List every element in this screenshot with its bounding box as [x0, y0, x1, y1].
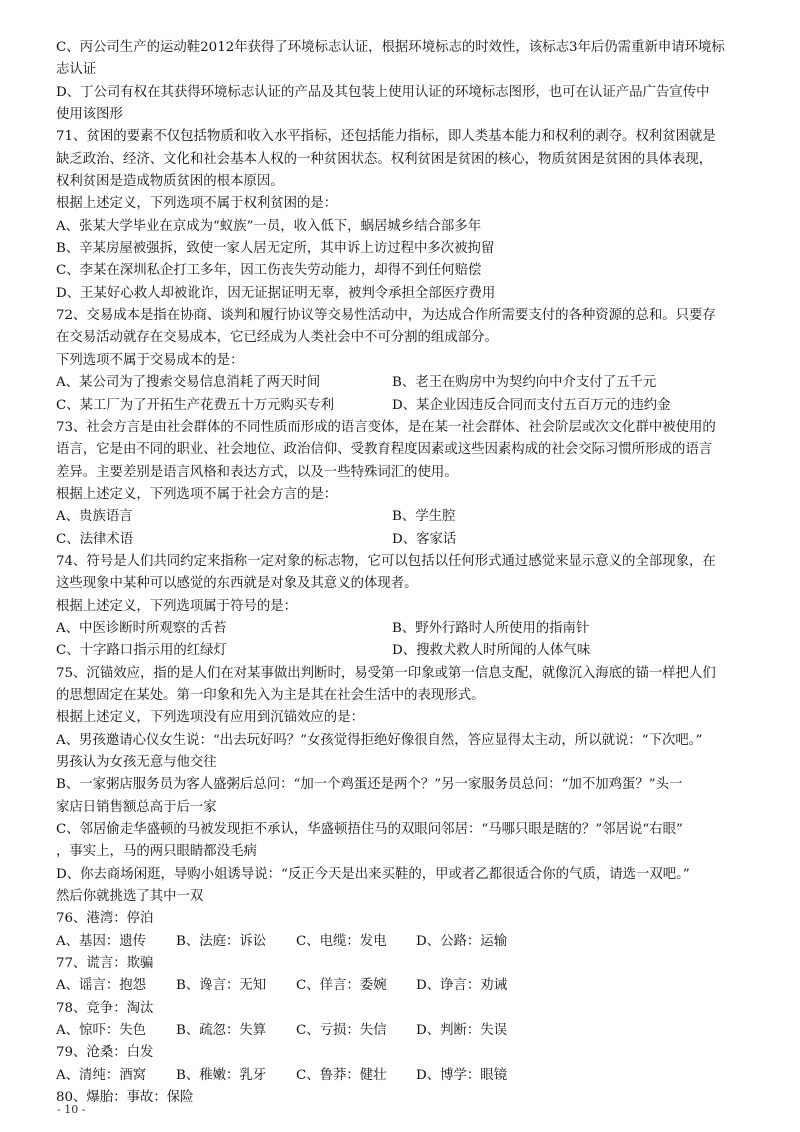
option-item: B、疏忽：失算 — [176, 1023, 267, 1039]
text-line: 在交易活动就存在交易成本，它已经成为人类社会中不可分割的组成部分。 — [56, 330, 498, 346]
option-row — [56, 506, 756, 528]
text-line: 根据上述定义，下列选项属于符号的是： — [56, 598, 298, 614]
text-line: 80、爆胎：事故：保险 — [56, 1090, 194, 1106]
option-item: A、谣言：抱怨 — [56, 978, 147, 994]
text-line: 使用该图形 — [56, 107, 123, 123]
text-line: B、辛某房屋被强拆，致使一家人居无定所，其申诉上访过程中多次被拘留 — [56, 241, 495, 257]
option-item: D、某企业因违反合同而支付五百万元的违约金 — [392, 397, 671, 413]
text-line: 75、沉锚效应，指的是人们在对某事做出判断时，易受第一印象或第一信息支配，就像沉入海底的锚一样把人们 — [56, 665, 716, 681]
text-line: 根据上述定义，下列选项不属于权利贫困的是： — [56, 196, 338, 212]
option-row — [56, 618, 756, 640]
option-item: A、贵族语言 — [56, 509, 133, 525]
text-line: 差异。主要差别是语言风格和表达方式，以及一些特殊词汇的使用。 — [56, 464, 458, 480]
text-line: 男孩认为女孩无意与他交往 — [56, 755, 217, 770]
option-item: A、中医诊断时所观察的舌苔 — [56, 620, 227, 636]
option-item: A、惊吓：失色 — [56, 1023, 147, 1039]
option-item: C、鲁莽：健壮 — [296, 1067, 387, 1083]
option-item: A、某公司为了搜索交易信息消耗了两天时间 — [56, 375, 321, 391]
text-line: 权利贫困是造成物质贫困的根本原因。 — [56, 174, 284, 190]
option-item: B、学生腔 — [392, 509, 456, 525]
text-line: 缺乏政治、经济、文化和社会基本人权的一种贫困状态。权利贫困是贫困的核心，物质贫困是贫困的具体表现， — [56, 151, 713, 167]
option-item: A、清纯：酒窝 — [56, 1067, 147, 1083]
option-item: D、客家话 — [392, 531, 457, 547]
text-line: 志认证 — [56, 62, 97, 78]
text-line: A、男孩邀请心仪女生说：“出去玩好吗？”女孩觉得拒绝好像很自然，答应显得太主动，所以就说：“下次吧。” — [56, 732, 703, 748]
text-line: 家店日销售额总高于后一家 — [56, 799, 217, 815]
text-line: 的思想固定在某处。第一印象和先入为主是其在社会生活中的表现形式。 — [56, 687, 485, 703]
option-item: C、电缆：发电 — [296, 933, 387, 949]
option-item: D、博学：眼镜 — [416, 1067, 508, 1083]
option-item: C、某工厂为了开拓生产花费五十万元购买专利 — [56, 397, 335, 413]
option-row — [56, 372, 756, 394]
text-line: A、张某大学毕业在京成为“蚁族”一员，收入低下，蜗居城乡结合部多年 — [56, 218, 482, 234]
option-row — [56, 640, 756, 662]
option-item: B、老王在购房中为契约向中介支付了五千元 — [392, 375, 657, 391]
option-item: B、法庭：诉讼 — [176, 933, 267, 949]
text-line: 77、谎言：欺骗 — [56, 956, 154, 972]
text-line: 语言，它是由不同的职业、社会地位、政治信仰、受教育程度因素或这些因素构成的社会交际习惯所形成的语言 — [56, 442, 713, 458]
text-line: C、丙公司生产的运动鞋2012年获得了环境标志认证，根据环境标志的时效性，该标志3年后仍需重新申请环境标 — [56, 40, 725, 55]
text-line: ，事实上，马的两只眼睛都没毛病 — [56, 844, 257, 860]
text-line: 74、符号是人们共同约定来指称一定对象的标志物，它可以包括以任何形式通过感觉来显示意义的全部现象，在 — [56, 553, 716, 569]
text-line: 下列选项不属于交易成本的是： — [56, 352, 244, 368]
option-item: C、十字路口指示用的红绿灯 — [56, 643, 227, 659]
document-body — [56, 37, 756, 1110]
option-row — [56, 395, 756, 417]
text-line: B、一家粥店服务员为客人盛粥后总问：“加一个鸡蛋还是两个？”另一家服务员总问：“加不加鸡蛋？”头一 — [56, 777, 683, 793]
text-line: D、你去商场闲逛，导购小姐诱导说：“反正今天是出来买鞋的，甲或者乙都很适合你的气质，请选一双吧。” — [56, 866, 690, 882]
text-line: C、李某在深圳私企打工多年，因工伤丧失劳动能力，却得不到任何赔偿 — [56, 263, 482, 279]
text-line: C、邻居偷走华盛顿的马被发现拒不承认，华盛顿捂住马的双眼问邻居：“马哪只眼是瞎的？”邻居说“右眼” — [56, 822, 683, 838]
text-line: 76、港湾：停泊 — [56, 911, 154, 927]
text-line: 然后你就挑选了其中一双 — [56, 889, 204, 905]
option-row — [56, 931, 756, 953]
text-line: D、王某好心救人却被讹诈，因无证据证明无辜，被判令承担全部医疗费用 — [56, 285, 496, 301]
text-line: 72、交易成本是指在协商、谈判和履行协议等交易性活动中，为达成合作所需要支付的各种资源的总和。只要存 — [56, 308, 716, 324]
option-row — [56, 1065, 756, 1087]
text-line: 73、社会方言是由社会群体的不同性质而形成的语言变体，是在某一社会群体、社会阶层或次文化群中被使用的 — [56, 419, 716, 435]
text-line: 根据上述定义，下列选项不属于社会方言的是： — [56, 486, 338, 502]
option-item: B、稚嫩：乳牙 — [176, 1067, 267, 1083]
option-item: C、法律术语 — [56, 531, 134, 547]
option-row — [56, 529, 756, 551]
text-line: 根据上述定义，下列选项没有应用到沉锚效应的是： — [56, 710, 364, 726]
option-item: C、亏损：失信 — [296, 1023, 387, 1039]
text-line: 79、沧桑：白发 — [56, 1045, 154, 1061]
page-number: - 10 - — [57, 1103, 86, 1116]
option-item: D、搜救犬救人时所闻的人体气味 — [392, 643, 591, 659]
option-row — [56, 975, 756, 997]
option-item: D、判断：失误 — [416, 1023, 508, 1039]
option-row — [56, 1020, 756, 1042]
text-line: 78、竞争：淘汰 — [56, 1000, 154, 1016]
option-item: B、野外行路时人所使用的指南针 — [392, 620, 590, 636]
option-item: A、基因：遗传 — [56, 933, 147, 949]
option-item: D、诤言：劝诫 — [416, 978, 508, 994]
option-item: C、佯言：委婉 — [296, 978, 387, 994]
text-line: 71、贫困的要素不仅包括物质和收入水平指标，还包括能力指标，即人类基本能力和权利的剥夺。权利贫困就是 — [56, 129, 716, 145]
text-line: 这些现象中某种可以感觉的东西就是对象及其意义的体现者。 — [56, 576, 418, 592]
option-item: D、公路：运输 — [416, 933, 508, 949]
text-line: D、丁公司有权在其获得环境标志认证的产品及其包装上使用认证的环境标志图形，也可在认证产品广告宣传中 — [56, 84, 710, 100]
option-item: B、谗言：无知 — [176, 978, 267, 994]
